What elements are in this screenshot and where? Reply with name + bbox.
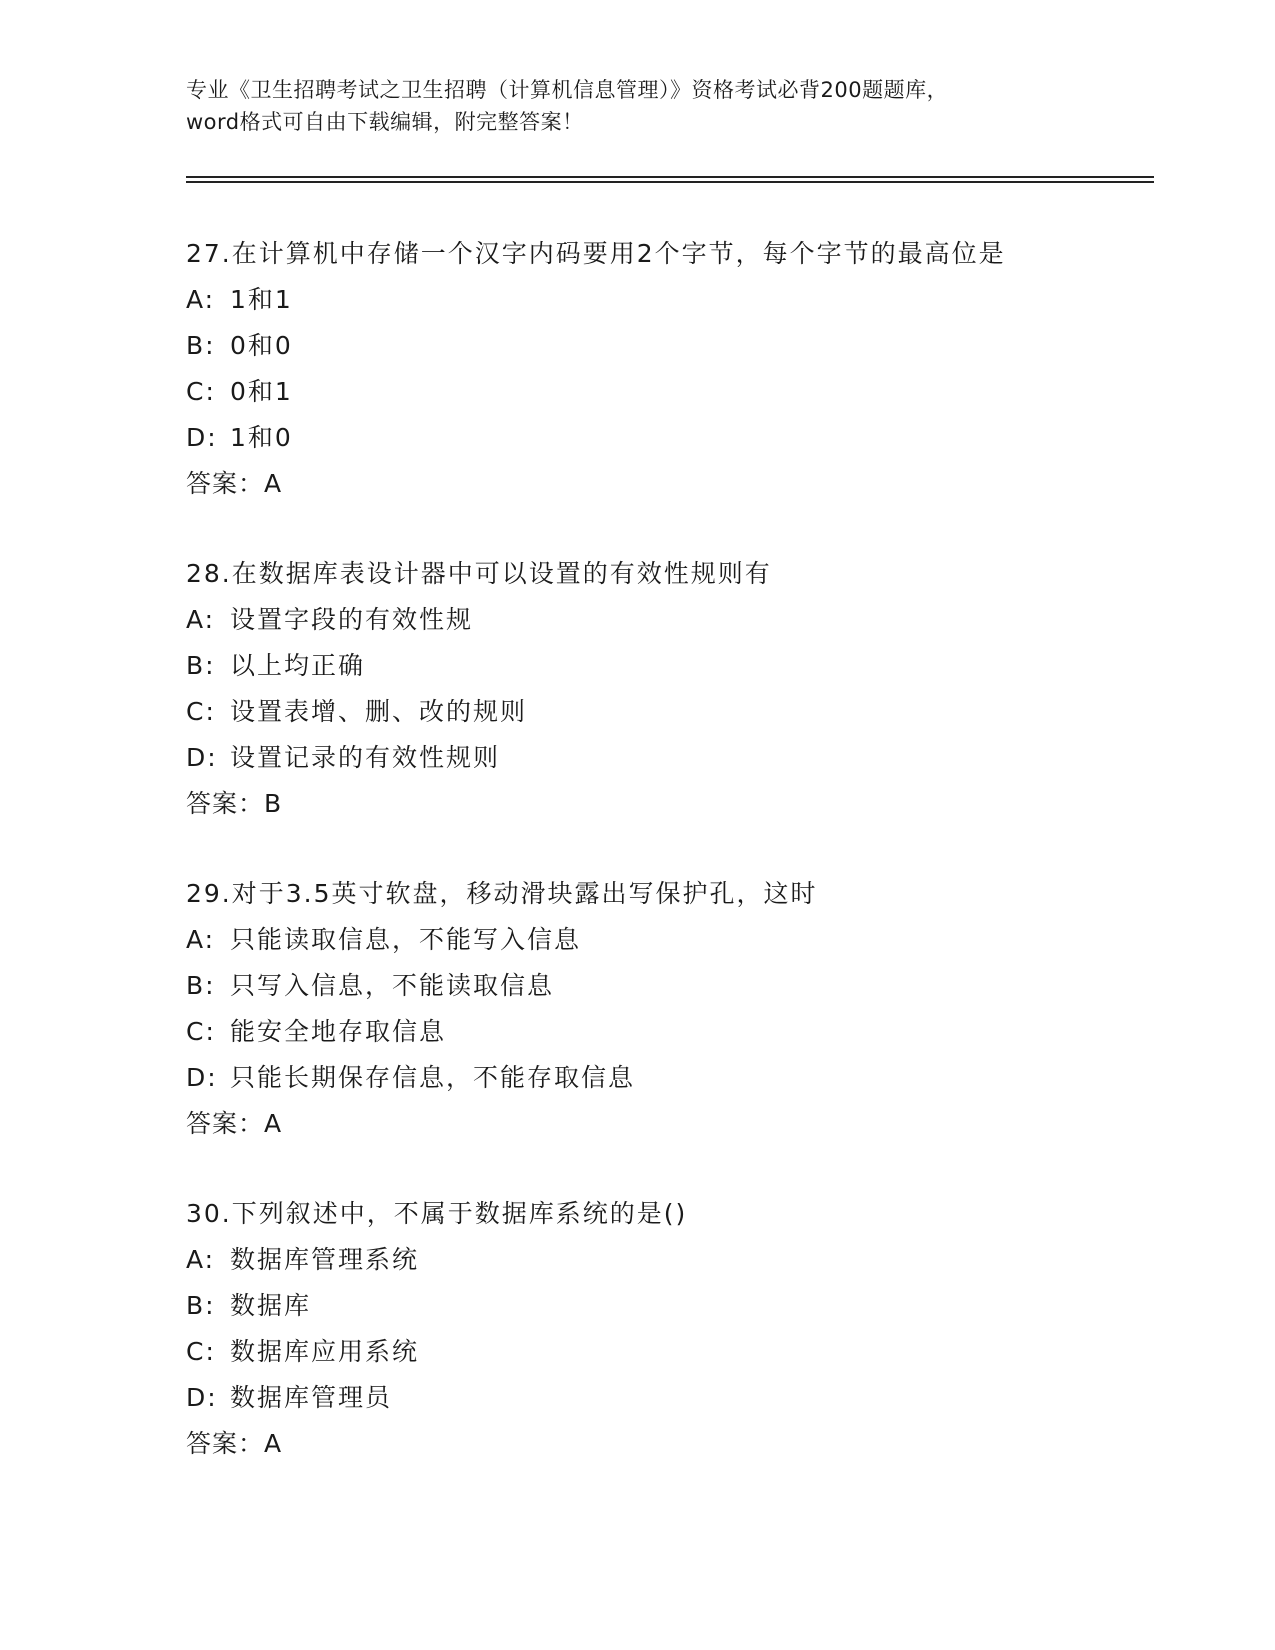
option-d [186,1381,1154,1415]
option-d [186,421,1154,455]
option-b [186,649,1154,683]
option-letter: A: [186,1245,216,1274]
option-text: 设置表增、删、改的规则 [230,697,528,726]
option-letter: D: [186,1383,218,1412]
question-block [186,237,1154,501]
option-letter: A: [186,605,216,634]
option-letter: D: [186,423,218,452]
option-text: 1和1 [230,285,293,314]
option-text: 0和1 [230,377,293,406]
option-text: 设置字段的有效性规 [230,605,474,634]
option-b [186,1289,1154,1323]
answer-line: 答案：B [186,789,283,818]
answer-line: 答案：A [186,469,283,498]
header-divider-top [186,176,1154,178]
option-text: 只能长期保存信息，不能存取信息 [230,1063,636,1092]
option-letter: A: [186,285,216,314]
question-title: 29.对于3.5英寸软盘，移动滑块露出写保护孔，这时 [186,879,818,908]
option-a [186,1243,1154,1277]
question-block [186,877,1154,1141]
option-letter: B: [186,651,216,680]
option-letter: B: [186,1291,216,1320]
option-text: 能安全地存取信息 [230,1017,447,1046]
question-block [186,557,1154,821]
option-c [186,695,1154,729]
option-text: 数据库管理员 [230,1383,393,1412]
option-b [186,329,1154,363]
question-title: 30.下列叙述中，不属于数据库系统的是() [186,1199,688,1228]
option-a [186,603,1154,637]
header-line-1: 专业《卫生招聘考试之卫生招聘（计算机信息管理）》资格考试必背200题题库， [186,78,949,102]
option-text: 以上均正确 [230,651,366,680]
option-b [186,969,1154,1003]
option-letter: C: [186,1337,216,1366]
question-title: 28.在数据库表设计器中可以设置的有效性规则有 [186,559,772,588]
option-text: 设置记录的有效性规则 [230,743,501,772]
option-letter: C: [186,1017,216,1046]
header-divider-bottom [186,181,1154,183]
document-header [186,74,1086,138]
option-letter: C: [186,697,216,726]
option-d [186,1061,1154,1095]
option-text: 数据库应用系统 [230,1337,420,1366]
option-text: 只写入信息，不能读取信息 [230,971,555,1000]
option-text: 数据库 [230,1291,312,1320]
option-letter: B: [186,331,216,360]
answer-line: 答案：A [186,1429,283,1458]
option-c [186,1335,1154,1369]
question-block [186,1197,1154,1461]
answer-line: 答案：A [186,1109,283,1138]
option-text: 0和0 [230,331,293,360]
option-text: 1和0 [230,423,293,452]
option-letter: B: [186,971,216,1000]
option-a [186,923,1154,957]
header-line-2: word格式可自由下载编辑，附完整答案！ [186,110,584,134]
option-letter: D: [186,1063,218,1092]
option-text: 只能读取信息，不能写入信息 [230,925,582,954]
option-letter: C: [186,377,216,406]
option-a [186,283,1154,317]
option-c [186,375,1154,409]
option-text: 数据库管理系统 [230,1245,420,1274]
option-letter: A: [186,925,216,954]
question-title: 27.在计算机中存储一个汉字内码要用2个字节，每个字节的最高位是 [186,239,1006,268]
option-d [186,741,1154,775]
option-c [186,1015,1154,1049]
option-letter: D: [186,743,218,772]
